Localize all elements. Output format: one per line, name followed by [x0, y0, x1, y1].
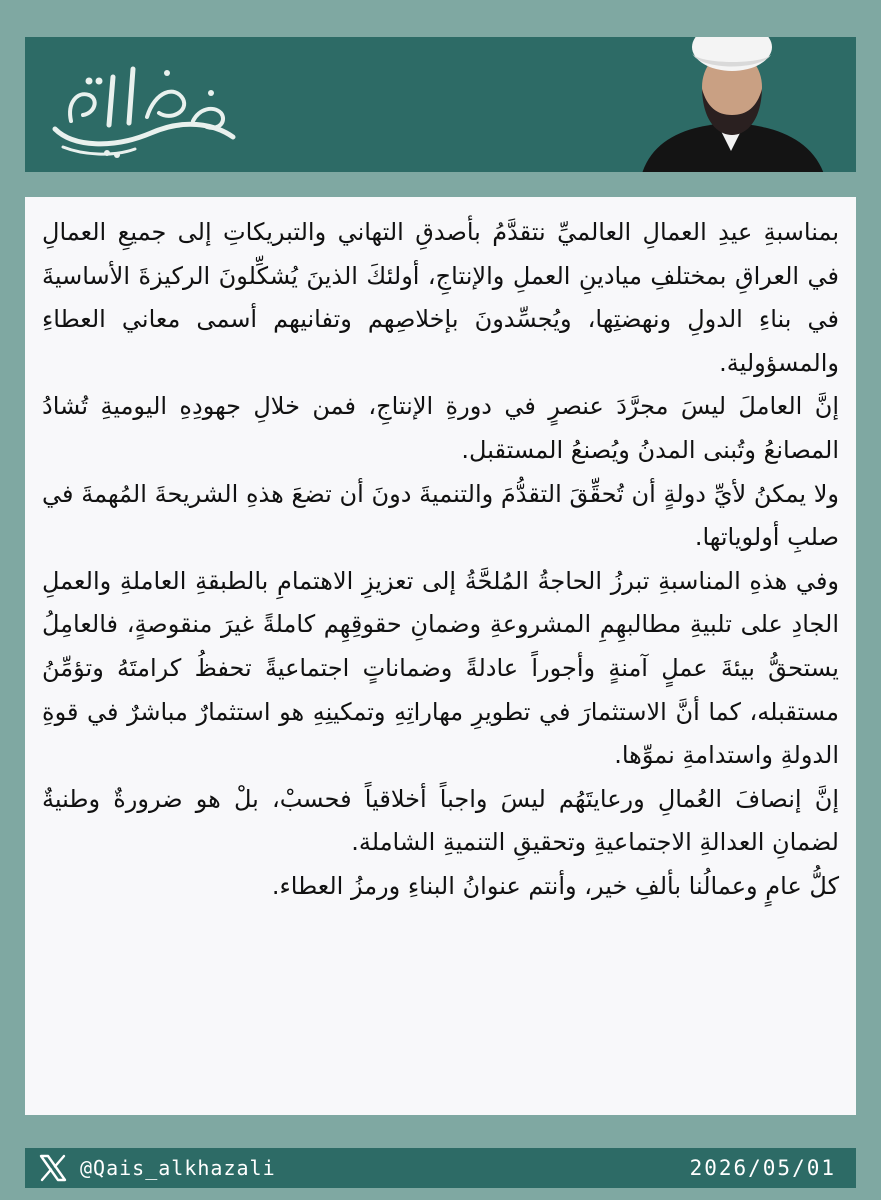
paragraph-greeting: بمناسبةِ عيدِ العمالِ العالميِّ نتقدَّمُ بأصدقِ التهاني والتبريكاتِ إلى جميعِ العمالِ في العراقِ بمختلفِ ميادينِ العملِ والإنتاجِ، أولئكَ الذينَ يُشكِّلونَ الركيزةَ الأساسيةَ في بناءِ الدولِ ونهضتِها، ويُجسِّدونَ بإخلاصِهم وتفانيهم أسمى معاني العطاءِ والمسؤولية. — [42, 218, 839, 377]
x-logo-icon[interactable] — [38, 1154, 68, 1182]
calligraphy-logo — [43, 51, 243, 163]
footer-bar — [25, 1148, 856, 1188]
statement-card — [25, 197, 856, 1115]
header-banner — [25, 37, 856, 172]
post-date: 2026/05/01 — [689, 1156, 836, 1180]
account-handle[interactable]: @Qais_alkhazali — [80, 1156, 276, 1180]
paragraph-justice: إنَّ إنصافَ العُمالِ ورعايتَهُم ليسَ واجباً أخلاقياً فحسبْ، بلْ هو ضرورةٌ وطنيةٌ لضمانِ العدالةِ الاجتماعيةِ وتحقيقِ التنميةِ الشاملة. — [42, 784, 839, 857]
paragraph-worker-role: إنَّ العاملَ ليسَ مجرَّدَ عنصرٍ في دورةِ الإنتاجِ، فمن خلالِ جهودِهِ اليوميةِ تُشادُ المصانعُ وتُبنى المدنُ ويُصنعُ المستقبل. — [42, 392, 839, 464]
portrait-image — [629, 37, 834, 172]
paragraph-closing: كلُّ عامٍ وعمالُنا بألفِ خير، وأنتم عنوانُ البناءِ ورمزُ العطاء. — [271, 871, 839, 900]
statement-text — [25, 197, 856, 909]
paragraph-priorities: ولا يمكنُ لأيِّ دولةٍ أن تُحقِّقَ التقدُّمَ والتنميةَ دونَ أن تضعَ هذهِ الشريحةَ المُهمةَ في صلبِ أولوياتها. — [42, 479, 839, 552]
paragraph-rights: وفي هذهِ المناسبةِ تبرزُ الحاجةُ المُلحَّةُ إلى تعزيزِ الاهتمامِ بالطبقةِ العاملةِ والعملِ الجادِ على تلبيةِ مطالبهِمِ المشروعةِ وضمانِ حقوقِهِم كاملةً غيرَ منقوصةٍ، فالعامِلُ يستحقُّ بيئةَ عملٍ آمنةٍ وأجوراً عادلةً وضماناتٍ اجتماعيةً تحفظُ كرامتَهُ وتؤمِّنُ مستقبله، كما أنَّ الاستثمارَ في تطويرِ مهاراتِهِ وتمكينِهِ هو استثمارٌ مباشرٌ في قوةِ الدولةِ واستدامةِ نموِّها. — [42, 566, 839, 770]
